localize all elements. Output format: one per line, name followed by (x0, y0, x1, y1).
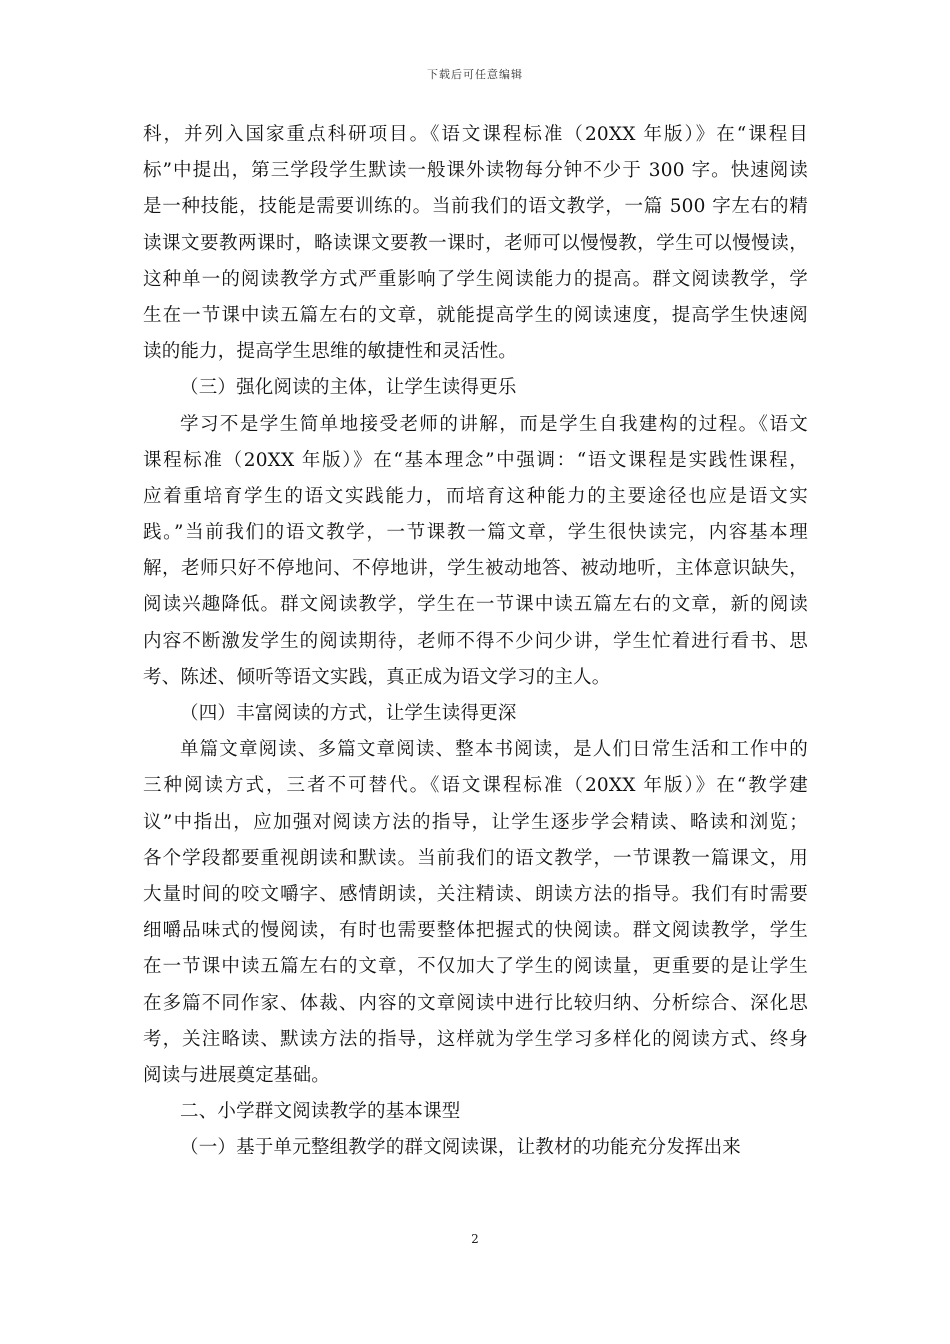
document-body (143, 117, 808, 1166)
text-line: 践。”当前我们的语文教学，一节课教一篇文章，学生很快读完，内容基本理 (143, 522, 808, 544)
text-line: 单篇文章阅读、多篇文章阅读、整本书阅读，是人们日常生活和工作中的 (180, 739, 808, 761)
section-heading: （三）强化阅读的主体，让学生读得更乐 (180, 377, 517, 399)
text-line: 三种阅读方式，三者不可替代。《语文课程标准（20XX 年版）》在“教学建 (143, 775, 808, 797)
text-line: 各个学段都要重视朗读和默读。当前我们的语文教学，一节课教一篇课文，用 (143, 847, 808, 869)
text-line: 学习不是学生简单地接受老师的讲解，而是学生自我建构的过程。《语文 (180, 413, 808, 435)
text-line: 阅读与进展奠定基础。 (143, 1064, 331, 1086)
text-line: 读课文要教两课时，略读课文要教一课时，老师可以慢慢教，学生可以慢慢读， (143, 232, 808, 254)
text-line: 标”中提出，第三学段学生默读一般课外读物每分钟不少于 300 字。快速阅读 (143, 160, 808, 182)
page-number: 2 (471, 1232, 479, 1246)
text-line: 应着重培育学生的语文实践能力，而培育这种能力的主要途径也应是语文实 (143, 485, 808, 507)
text-line: 读的能力，提高学生思维的敏捷性和灵活性。 (143, 341, 518, 363)
text-line: 解，老师只好不停地问、不停地讲，学生被动地答、被动地听，主体意识缺失， (143, 558, 808, 580)
page-header: 下载后可任意编辑 (427, 68, 523, 81)
text-line: 考，关注略读、默读方法的指导，这样就为学生学习多样化的阅读方式、终身 (143, 1028, 808, 1050)
text-line: 在多篇不同作家、体裁、内容的文章阅读中进行比较归纳、分析综合、深化思 (143, 992, 808, 1014)
section-heading: （四）丰富阅读的方式，让学生读得更深 (180, 703, 517, 724)
text-line: 生在一节课中读五篇左右的文章，就能提高学生的阅读速度，提高学生快速阅 (143, 304, 808, 326)
section-heading: 二、小学群文阅读教学的基本课型 (180, 1101, 461, 1123)
text-line: 科，并列入国家重点科研项目。《语文课程标准（20XX 年版）》在“课程目 (143, 124, 808, 145)
text-line: 议”中指出，应加强对阅读方法的指导，让学生逐步学会精读、略读和浏览； (143, 811, 808, 833)
text-line: 内容不断激发学生的阅读期待，老师不得不少问少讲，学生忙着进行看书、思 (143, 630, 808, 652)
text-line: 在一节课中读五篇左右的文章，不仅加大了学生的阅读量，更重要的是让学生 (143, 956, 808, 978)
text-line: 阅读兴趣降低。群文阅读教学，学生在一节课中读五篇左右的文章，新的阅读 (143, 594, 808, 616)
text-line: 是一种技能，技能是需要训练的。当前我们的语文教学，一篇 500 字左右的精 (143, 196, 808, 218)
text-line: 大量时间的咬文嚼字、感情朗读，关注精读、朗读方法的指导。我们有时需要 (143, 883, 808, 905)
text-line: 考、陈述、倾听等语文实践，真正成为语文学习的主人。 (143, 666, 611, 688)
text-line: 细嚼品味式的慢阅读，有时也需要整体把握式的快阅读。群文阅读教学，学生 (143, 920, 808, 942)
text-line: 课程标准（20XX 年版）》在“基本理念”中强调：“语文课程是实践性课程， (143, 449, 808, 471)
section-heading: （一）基于单元整组教学的群文阅读课，让教材的功能充分发挥出来 (180, 1137, 742, 1159)
text-line: 这种单一的阅读教学方式严重影响了学生阅读能力的提高。群文阅读教学，学 (143, 268, 808, 290)
